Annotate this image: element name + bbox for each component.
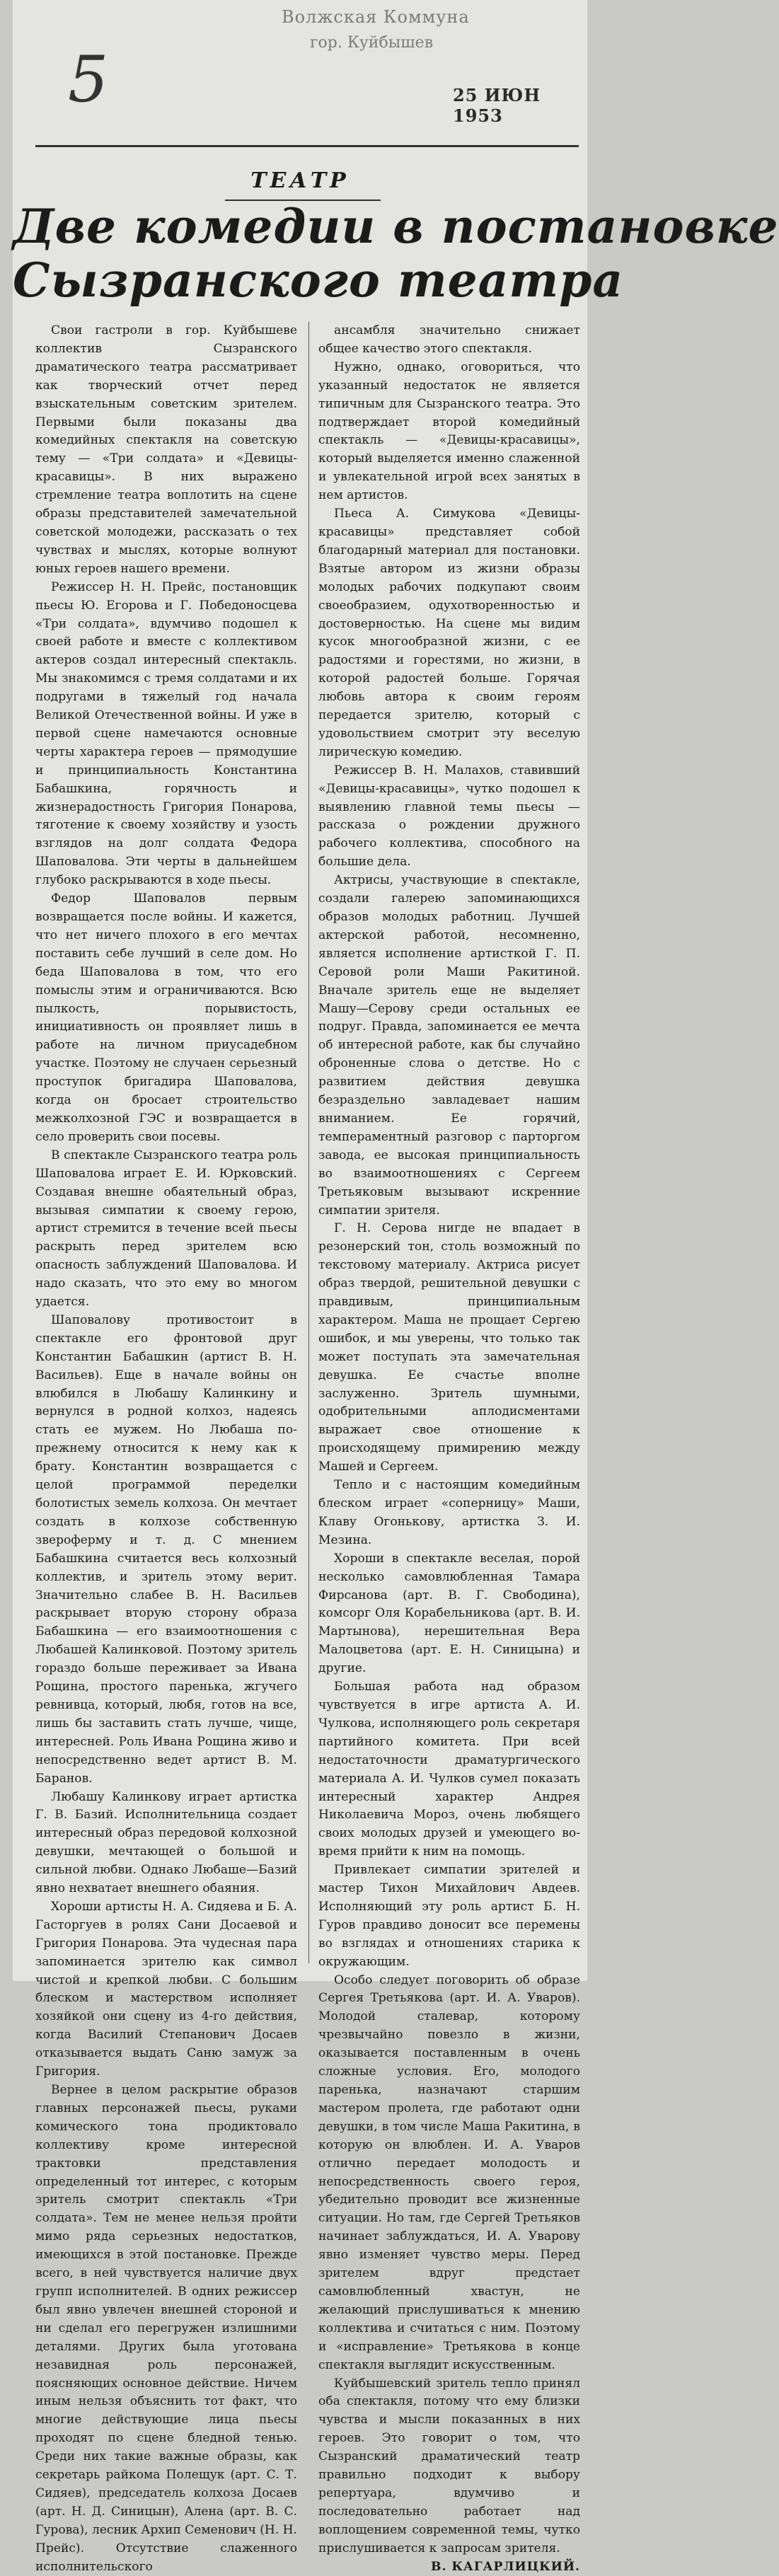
- paragraph: Большая работа над образом чувствуется в игре артиста А. И. Чулкова, исполняющего роль секретаря партийного комитета. При всей недостаточности драматургического материала А. И. Чулков сумел показать интересный характер Андрея Николаевича Мороз, очень любящего своих молодых друзей и умеющего во-время прийти к ним на помощь.: [318, 1680, 580, 1859]
- date-stamp: 25 ИЮН 1953: [453, 85, 541, 126]
- author-signature: В. КАГАРЛИЦКИЙ.: [431, 2559, 580, 2574]
- paragraph: В спектакле Сызранского театра роль Шаповалова играет Е. И. Юрковский. Создавая внешне обаятельный образ, вызывая симпатии к своему герою, артист стремится в течение всей пьесы раскрыть перед зрителем всю опасность заблуждений Шаповалова. И надо сказать, что это ему во многом удается.: [35, 1148, 297, 1310]
- clipping-header: [13, 0, 587, 126]
- newspaper-city: гор. Куйбышев: [310, 34, 434, 52]
- paragraph: Тепло и с настоящим комедийным блеском играет «соперницу» Маши, Клаву Огонькову, артистка З. И. Мезина.: [318, 1478, 580, 1547]
- paragraph: Куйбышевский зритель тепло принял оба спектакля, потому что ему близки чувства и мысли показанных в них героев. Это говорит о том, что Сызранский драматический театр правильно подходит к выбору репертуара, вдумчиво и последовательно работает над воплощением современной темы, чутко прислушивается к запросам зрителя.: [318, 2376, 580, 2555]
- column-divider: [308, 322, 309, 1963]
- paragraph: ансамбля значительно снижает общее качество этого спектакля.: [318, 323, 580, 356]
- paragraph: Актрисы, участвующие в спектакле, создали галерею запоминающихся образов молодых работниц. Лучшей актерской работой, несомненно, является исполнение артисткой Г. П. Серовой роли Маши Ракитиной. Вначале зритель еще не выделяет Машу—Серову среди остальных ее подруг. Правда, запоминается ее мечта об интересной работе, как бы случайно оброненные слова о детстве. Но с развитием действия девушка безраздельно завладевает нашим вниманием. Ее горячий, темпераментный разговор с парторгом завода, ее высокая принципиальность во взаимоотношениях с Сергеем Третьяковым вызывают искренние симпатии зрителя.: [318, 873, 580, 1218]
- section-rubric: ТЕАТР: [250, 168, 350, 193]
- headline-line-2: Сызранского театра: [13, 253, 624, 308]
- paragraph: Свои гастроли в гор. Куйбышеве коллектив Сызранского драматического театра рассматривает как творческий отчет перед взыскательным советским зрителем. Первыми были показаны два комедийных спектакля на советскую тему — «Три солдата» и «Девицы-красавицы». В них выражено стремление театра воплотить на сцене образы представителей замечательной советской молодежи, рассказать о тех чувствах и мыслях, которые волнуют юных героев нашего времени.: [35, 323, 297, 576]
- newspaper-name: Волжская Коммуна: [282, 7, 470, 27]
- paragraph: Хороши в спектакле веселая, порой несколько самовлюбленная Тамара Фирсанова (арт. В. Г. Свободина), комсорг Оля Корабельникова (арт. В. И. Мартынова), нерешительная Вера Малоцветова (арт. Е. Н. Синицына) и другие.: [318, 1551, 580, 1676]
- paragraph: Привлекает симпатии зрителей и мастер Тихон Михайлович Авдеев. Исполняющий эту роль артист Б. Н. Гуров правдиво доносит все перемены во взглядах и отношениях старика к окружающим.: [318, 1863, 580, 1969]
- paragraph: Нужно, однако, оговориться, что указанный недостаток не является типичным для Сызранского театра. Это подтверждает второй комедийный спектакль — «Девицы-красавицы», который выделяется именно слаженной и увлекательной игрой всех занятых в нем артистов.: [318, 359, 580, 503]
- article-body: [35, 322, 580, 2574]
- right-column: [318, 322, 580, 2574]
- paragraph: Режиссер В. Н. Малахов, ставивший «Девицы-красавицы», чутко подошел к выявлению главной темы пьесы — рассказа о рождении дружного рабочего коллектива, способного на большие дела.: [318, 763, 580, 870]
- paragraph: Г. Н. Серова нигде не впадает в резонерский тон, столь возможный по текстовому материалу. Актриса рисует образ твердой, решительной девушки с правдивым, принципиальным характером. Маша не прощает Сергею ошибок, и мы уверены, что только так может поступать эта замечательная девушка. Ее счастье вполне заслуженно. Зритель шумными, одобрительными аплодисментами выражает свое отношение к происходящему примирению между Машей и Сергеем.: [318, 1221, 580, 1474]
- paragraph: Шаповалову противостоит в спектакле его фронтовой друг Константин Бабашкин (артист В. Н. Васильев). Еще в начале войны он влюбился в Любашу Калинкину и вернулся в родной колхоз, надеясь стать ее мужем. Но Любаша по-прежнему относится к нему как к брату. Константин возвращается с целой программой переделки болотистых земель колхоза. Он мечтает создать в колхозе собственную звероферму и т. д. С мнением Бабашкина считается весь колхозный коллектив, и зритель этому верит. Значительно слабее В. Н. Васильев раскрывает вторую сторону образа Бабашкина — его взаимоотношения с Любашей Калинковой. Поэтому зритель гораздо больше переживает за Ивана Рощина, простого паренька, жгучего ревнивца, который, любя, готов на все, лишь бы заставить стать лучше, чище, интересней. Роль Ивана Рощина живо и непосредственно ведет артист В. М. Баранов.: [35, 1312, 297, 1786]
- paragraph: Режиссер Н. Н. Прейс, постановщик пьесы Ю. Егорова и Г. Победоносцева «Три солдата», вдумчиво подошел к своей работе и вместе с коллективом актеров создал интересный спектакль. Мы знакомимся с тремя солдатами и их подругами в тяжелый год начала Великой Отечественной войны. И уже в первой сцене намечаются основные черты характера героев — прямодушие и принципиальность Константина Бабашкина, горячность и жизнерадостность Григория Понарова, тяготение к своему хозяйству и узость взглядов на долг солдата Федора Шаповалова. Эти черты в дальнейшем глубоко раскрываются в ходе пьесы.: [35, 579, 297, 888]
- article-headline: [13, 199, 779, 308]
- paragraph: Вернее в целом раскрытие образов главных персонажей пьесы, руками комического тона продиктовало коллективу кроме интересной трактовки представления определенный тот интерес, с которым зритель смотрит спектакль «Три солдата». Тем не менее нельзя пройти мимо ряда серьезных недостатков, имеющихся в этой постановке. Прежде всего, в ней чувствуется наличие двух групп исполнителей. В одних режиссер был явно увлечен внешней стороной и ни сделал его перегружен излишними деталями. Других была уготована незавидная роль персонажей, поясняющих основное действие. Ничем иным нельзя объяснить тот факт, что многие действующие лица пьесы проходят по сцене бледной тенью. Среди них такие важные образы, как секретарь райкома Полещук (арт. С. Т. Сидяев), председатель колхоза Досаев (арт. Н. Д. Синицын), Алена (арт. В. С. Гурова), лесник Архип Семенович (Н. Н. Прейс). Отсутствие слаженного исполнительского: [35, 2083, 297, 2574]
- handwritten-number: 5: [68, 42, 109, 117]
- paragraph: Хороши артисты Н. А. Сидяева и Б. А. Гасторгуев в ролях Сани Досаевой и Григория Понарова. Эта чудесная пара запоминается зрителю как символ чистой и крепкой любви. С большим блеском и мастерством исполняет хозяйкой они сцену из 4-го действия, когда Василий Степанович Досаев отказывается выдать Саню замуж за Григория.: [35, 1899, 297, 2079]
- top-rule: [35, 145, 579, 147]
- newspaper-clipping: [13, 0, 779, 2574]
- left-column: [35, 322, 297, 2574]
- headline-line-1: Две комедии в постановке: [13, 199, 779, 254]
- paragraph: Особо следует поговорить об образе Сергея Третьякова (арт. И. А. Уваров). Молодой сталевар, которому чрезвычайно повезло в жизни, оказывается поставленным в очень сложные условия. Его, молодого паренька, назначают старшим мастером пролета, где работают одни девушки, в том числе Маша Ракитина, в которую он влюблен. И. А. Уваров отлично передает молодость и непосредственность своего героя, убедительно проводит все жизненные ситуации. Но там, где Сергей Третьяков начинает заблуждаться, И. А. Уварову явно изменяет чувство меры. Перед зрителем вдруг предстает самовлюбленный хвастун, не желающий прислушиваться к мнению коллектива и считаться с ним. Поэтому и «исправление» Третьякова в конце спектакля выглядит искусственным.: [318, 1973, 580, 2372]
- paragraph: Любашу Калинкову играет артистка Г. В. Базий. Исполнительница создает интересный образ передовой колхозной девушки, мечтающей о большой и сильной любви. Однако Любаше—Базий явно нехватает внешнего обаяния.: [35, 1789, 297, 1896]
- paragraph: Федор Шаповалов первым возвращается после войны. И кажется, что нет ничего плохого в его мечтах поставить себе лучший в селе дом. Но беда Шаповалова в том, что его помыслы этим и ограничиваются. Всю пылкость, порывистость, инициативность он проявляет лишь в работе на личном приусадебном участке. Поэтому не случаен серьезный проступок бригадира Шаповалова, когда он бросает строительство межколхозной ГЭС и возвращается в село проверить свои посевы.: [35, 891, 297, 1144]
- paragraph: Пьеса А. Симукова «Девицы-красавицы» представляет собой благодарный материал для постановки. Взятые автором из жизни образы молодых рабочих подкупают своим своеобразием, одухотворенностью и достоверностью. На сцене мы видим кусок многообразной жизни, с ее радостями и горестями, но жизни, в которой радостей больше. Горячая любовь автора к своим героям передается зрителю, который с удовольствием смотрит эту веселую лирическую комедию.: [318, 507, 580, 759]
